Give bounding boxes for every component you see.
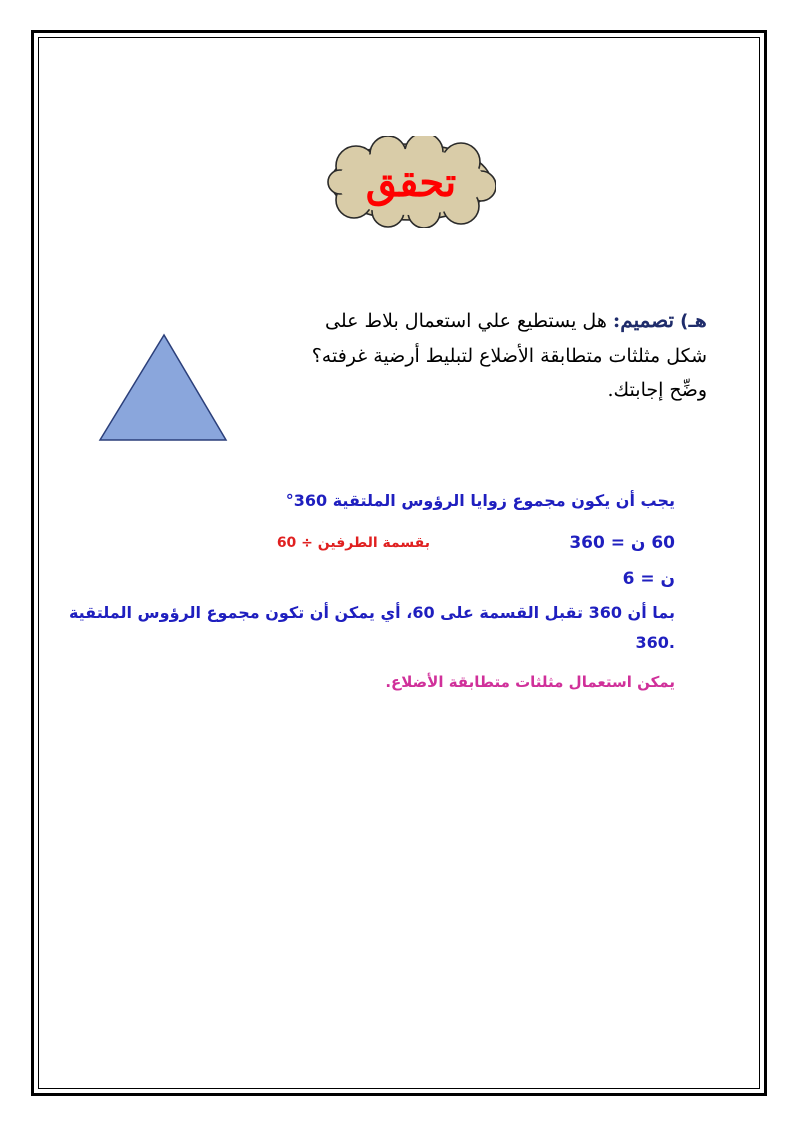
question-text-1: هل يستطيع علي استعمال بلاط على — [325, 310, 607, 332]
question-text-2: شكل مثلثات متطابقة الأضلاع لتبليط أرضية غرفته؟ — [311, 345, 707, 367]
question-line-1 — [247, 303, 707, 339]
answer-conclusion: يمكن استعمال مثلثات متطابقة الأضلاع. — [385, 673, 675, 691]
page-title: تحقق — [365, 158, 457, 206]
answer-line-4: بما أن 360 تقبل القسمة على 60، أي يمكن أن تكون مجموع الرؤوس الملتقية — [68, 603, 675, 622]
answer-equation-1: 60 ن = 360 — [569, 533, 675, 553]
title-cloud — [326, 136, 496, 228]
question-text-3: وضِّح إجابتك. — [607, 379, 707, 401]
question-block — [247, 303, 707, 407]
question-heading: تصميم: — [612, 308, 675, 332]
answer-line-1: يجب أن يكون مجموع زوايا الرؤوس الملتقية 360° — [285, 491, 675, 510]
answer-note: بقسمة الطرفين ÷ 60 — [276, 535, 430, 551]
triangle-icon — [98, 332, 230, 444]
answer-line-5: .360 — [635, 633, 675, 652]
question-letter: هـ) — [680, 311, 707, 332]
answer-equation-2: ن = 6 — [622, 569, 675, 589]
